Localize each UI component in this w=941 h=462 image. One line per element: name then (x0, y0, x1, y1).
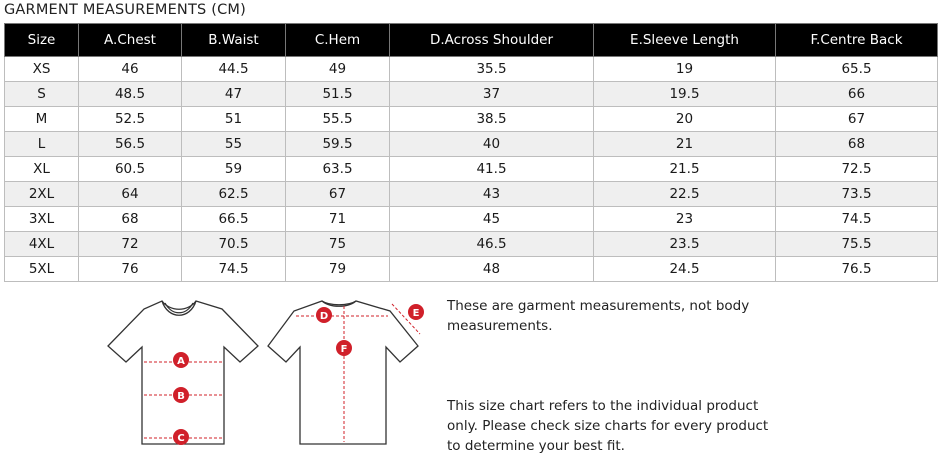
size-table (4, 23, 938, 282)
measurement-cell: 22.5 (594, 182, 776, 207)
column-header-size: Size (5, 24, 79, 57)
measurement-cell: 48.5 (79, 82, 182, 107)
measurement-cell: 46.5 (390, 232, 594, 257)
table-row (5, 182, 938, 207)
marker-c (173, 429, 189, 445)
marker-d (316, 307, 332, 323)
table-row (5, 57, 938, 82)
svg-text:E: E (412, 308, 420, 319)
table-row (5, 232, 938, 257)
column-header-waist: B.Waist (182, 24, 286, 57)
measurement-cell: 49 (286, 57, 390, 82)
svg-text:C: C (177, 433, 185, 444)
measurement-cell: 60.5 (79, 157, 182, 182)
table-row (5, 132, 938, 157)
measurement-cell: 74.5 (182, 257, 286, 282)
column-header-hem: C.Hem (286, 24, 390, 57)
marker-e (408, 304, 424, 320)
measurement-cell: 46 (79, 57, 182, 82)
column-header-chest: A.Chest (79, 24, 182, 57)
measurement-cell: 64 (79, 182, 182, 207)
measurement-cell: 66 (776, 82, 938, 107)
measurement-cell: 72 (79, 232, 182, 257)
measurement-cell: 63.5 (286, 157, 390, 182)
measurement-cell: 76 (79, 257, 182, 282)
measurement-cell: 38.5 (390, 107, 594, 132)
measurement-cell: 75.5 (776, 232, 938, 257)
marker-a (173, 352, 189, 368)
table-row (5, 107, 938, 132)
measurement-cell: 19 (594, 57, 776, 82)
measurement-cell: 51.5 (286, 82, 390, 107)
table-header-row (5, 24, 938, 57)
size-cell: L (5, 132, 79, 157)
size-cell: 5XL (5, 257, 79, 282)
back-tshirt-outline (268, 301, 418, 444)
measurement-cell: 24.5 (594, 257, 776, 282)
measurement-cell: 68 (79, 207, 182, 232)
measurement-cell: 67 (776, 107, 938, 132)
measurement-cell: 35.5 (390, 57, 594, 82)
measurement-cell: 48 (390, 257, 594, 282)
measurement-cell: 56.5 (79, 132, 182, 157)
table-row (5, 207, 938, 232)
size-cell: 4XL (5, 232, 79, 257)
measurement-cell: 47 (182, 82, 286, 107)
measurement-cell: 76.5 (776, 257, 938, 282)
column-header-centre-back: F.Centre Back (776, 24, 938, 57)
table-row (5, 82, 938, 107)
measurement-cell: 51 (182, 107, 286, 132)
measurement-cell: 21 (594, 132, 776, 157)
tshirt-diagram (100, 292, 430, 452)
chart-title: GARMENT MEASUREMENTS (CM) (4, 2, 246, 18)
measurement-cell: 37 (390, 82, 594, 107)
measurement-cell: 65.5 (776, 57, 938, 82)
table-row (5, 257, 938, 282)
measurement-cell: 40 (390, 132, 594, 157)
svg-text:F: F (340, 344, 348, 355)
measurement-cell: 73.5 (776, 182, 938, 207)
measurement-cell: 62.5 (182, 182, 286, 207)
size-cell: S (5, 82, 79, 107)
measurement-cell: 55 (182, 132, 286, 157)
measurement-cell: 66.5 (182, 207, 286, 232)
size-cell: 2XL (5, 182, 79, 207)
measurement-cell: 45 (390, 207, 594, 232)
measurement-cell: 70.5 (182, 232, 286, 257)
svg-text:D: D (319, 311, 329, 322)
measurement-cell: 74.5 (776, 207, 938, 232)
marker-b (173, 387, 189, 403)
size-cell: XS (5, 57, 79, 82)
measurement-cell: 72.5 (776, 157, 938, 182)
svg-text:B: B (177, 391, 185, 402)
marker-f (336, 340, 352, 356)
measurement-cell: 21.5 (594, 157, 776, 182)
column-header-shoulder: D.Across Shoulder (390, 24, 594, 57)
measurement-cell: 23.5 (594, 232, 776, 257)
measurement-cell: 23 (594, 207, 776, 232)
note-size-chart-disclaimer: This size chart refers to the individual product only. Please check size charts for every product to determine your best fit. (447, 398, 769, 454)
measurement-cell: 43 (390, 182, 594, 207)
size-cell: 3XL (5, 207, 79, 232)
measurement-cell: 71 (286, 207, 390, 232)
measurement-cell: 52.5 (79, 107, 182, 132)
measurement-cell: 41.5 (390, 157, 594, 182)
table-row (5, 157, 938, 182)
note-garment-measurements: These are garment measurements, not body measurements. (447, 298, 750, 334)
measurement-cell: 79 (286, 257, 390, 282)
measurement-cell: 19.5 (594, 82, 776, 107)
size-cell: M (5, 107, 79, 132)
svg-text:A: A (177, 356, 185, 367)
column-header-sleeve: E.Sleeve Length (594, 24, 776, 57)
measurement-cell: 59 (182, 157, 286, 182)
measurement-cell: 44.5 (182, 57, 286, 82)
measurement-cell: 75 (286, 232, 390, 257)
measurement-cell: 68 (776, 132, 938, 157)
measurement-cell: 67 (286, 182, 390, 207)
measurement-cell: 59.5 (286, 132, 390, 157)
measurement-cell: 55.5 (286, 107, 390, 132)
front-tshirt-outline (108, 301, 258, 444)
size-cell: XL (5, 157, 79, 182)
measurement-cell: 20 (594, 107, 776, 132)
